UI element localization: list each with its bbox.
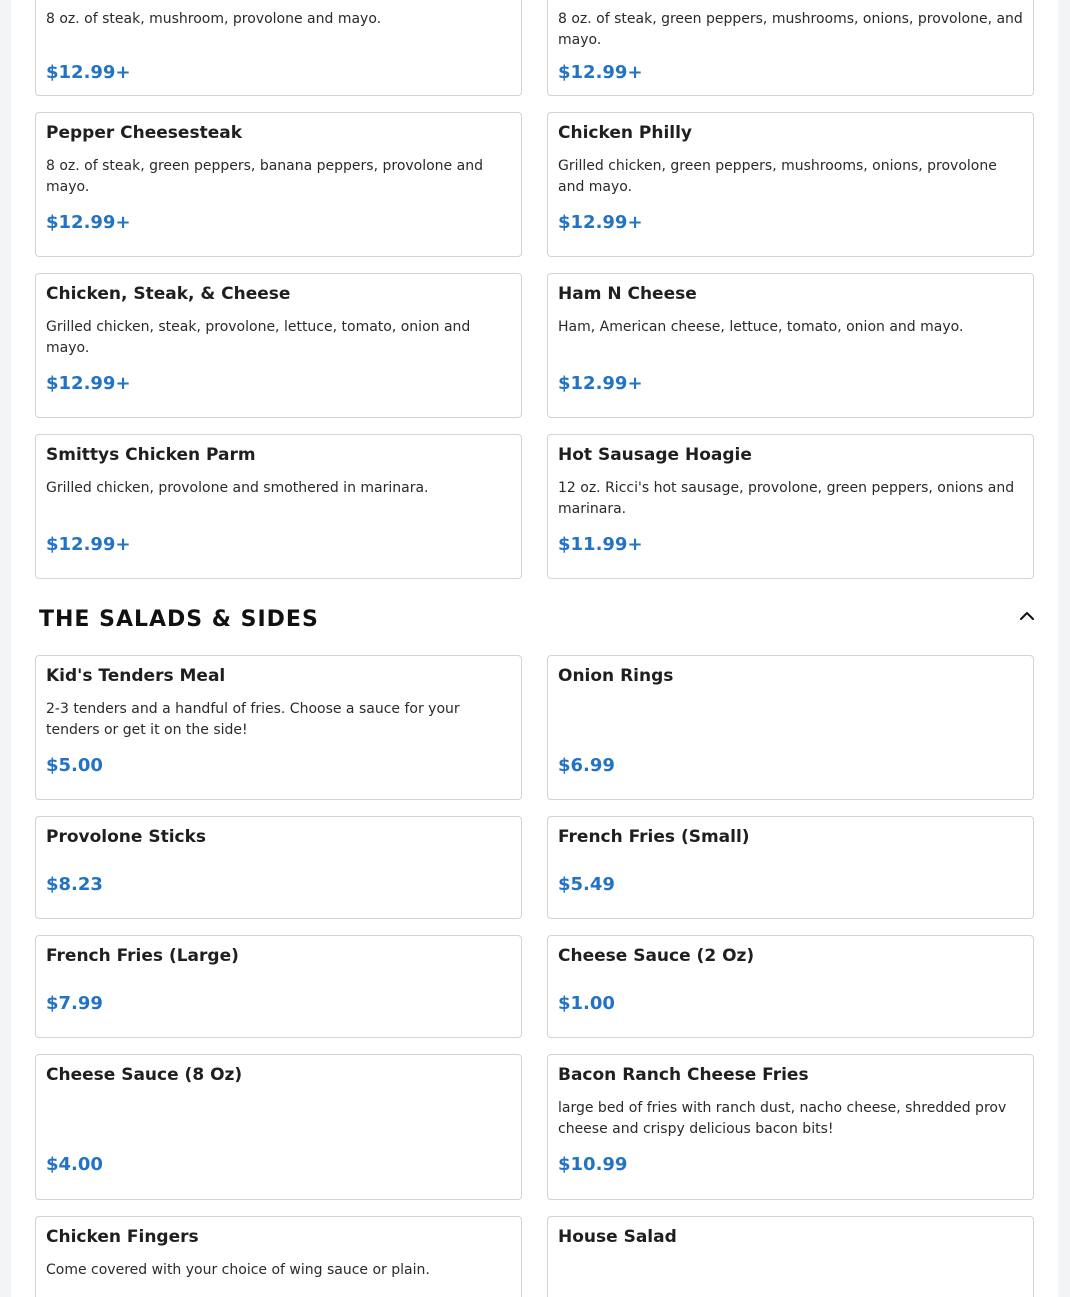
item-price: $12.99+: [46, 62, 131, 83]
item-description: Grilled chicken, provolone and smothered in marinara.: [46, 480, 429, 496]
item-price: $12.99+: [558, 212, 643, 233]
item-name: Onion Rings: [558, 666, 674, 686]
menu-item-card[interactable]: [547, 434, 1034, 579]
item-description: [558, 699, 1023, 741]
item-name: Cheese Sauce (2 Oz): [558, 946, 755, 966]
chevron-up-icon[interactable]: [1015, 604, 1039, 628]
item-name: French Fries (Small): [558, 827, 750, 847]
item-price: $4.00: [46, 1154, 103, 1175]
item-price: $7.99: [46, 993, 103, 1014]
menu-item-card[interactable]: [547, 935, 1034, 1038]
item-description: 12 oz. Ricci's hot sausage, provolone, green peppers, onions and marinara.: [558, 480, 1015, 517]
menu-grid-sandwiches: [35, 112, 1034, 579]
menu-item-card[interactable]: [547, 655, 1034, 800]
item-price: $12.99+: [558, 62, 643, 83]
menu-item-card[interactable]: [35, 1054, 522, 1200]
item-price: $5.00: [46, 755, 103, 776]
item-description: Grilled chicken, green peppers, mushrooms, onions, provolone and mayo.: [558, 158, 997, 195]
item-name: Chicken Fingers: [46, 1227, 199, 1247]
item-description: 8 oz. of steak, mushroom, provolone and mayo.: [46, 11, 382, 27]
item-name: Kid's Tenders Meal: [46, 666, 226, 686]
menu-item-card[interactable]: [547, 273, 1034, 418]
item-name: Hot Sausage Hoagie: [558, 445, 752, 465]
menu-item-card[interactable]: [547, 0, 1034, 96]
menu-item-card[interactable]: [35, 816, 522, 919]
item-name: Chicken, Steak, & Cheese: [46, 284, 291, 304]
menu-item-card[interactable]: [547, 112, 1034, 257]
menu-page: [11, 0, 1058, 1297]
menu-item-card[interactable]: [35, 0, 522, 96]
menu-item-card[interactable]: [35, 434, 522, 579]
item-description: Come covered with your choice of wing sauce or plain.: [46, 1262, 430, 1278]
menu-item-card[interactable]: [547, 816, 1034, 919]
menu-item-card[interactable]: [35, 935, 522, 1038]
menu-item-card[interactable]: [547, 1054, 1034, 1200]
section-header-salads-sides[interactable]: [39, 600, 1039, 640]
item-price: $11.99+: [558, 534, 643, 555]
item-name: French Fries (Large): [46, 946, 239, 966]
item-price: $12.99+: [46, 534, 131, 555]
item-price: $12.99+: [46, 373, 131, 394]
menu-item-card[interactable]: [35, 273, 522, 418]
menu-item-card[interactable]: [547, 1216, 1034, 1297]
item-price: $12.99+: [46, 212, 131, 233]
menu-item-card[interactable]: [35, 112, 522, 257]
item-name: Pepper Cheesesteak: [46, 123, 242, 143]
item-name: Bacon Ranch Cheese Fries: [558, 1065, 809, 1085]
item-description: large bed of fries with ranch dust, nacho cheese, shredded prov cheese and crispy delicious bacon bits!: [558, 1100, 1007, 1137]
item-name: Smittys Chicken Parm: [46, 445, 256, 465]
menu-item-card[interactable]: [35, 1216, 522, 1297]
section-title: THE SALADS & SIDES: [39, 607, 319, 632]
item-price: $8.23: [46, 874, 103, 895]
item-name: Cheese Sauce (8 Oz): [46, 1065, 243, 1085]
item-price: $5.49: [558, 874, 615, 895]
item-name: Ham N Cheese: [558, 284, 697, 304]
item-description: Ham, American cheese, lettuce, tomato, onion and mayo.: [558, 319, 964, 335]
item-description: 2-3 tenders and a handful of fries. Choose a sauce for your tenders or get it on the side!: [46, 701, 460, 738]
menu-grid-sides: [35, 655, 1034, 1297]
menu-grid-top: [35, 0, 1034, 96]
item-description: 8 oz. of steak, green peppers, banana peppers, provolone and mayo.: [46, 158, 483, 195]
item-description: Grilled chicken, steak, provolone, lettuce, tomato, onion and mayo.: [46, 319, 471, 356]
item-price: $1.00: [558, 993, 615, 1014]
item-price: $10.99: [558, 1154, 628, 1175]
item-price: $6.99: [558, 755, 615, 776]
item-price: $12.99+: [558, 373, 643, 394]
menu-item-card[interactable]: [35, 655, 522, 800]
item-name: House Salad: [558, 1227, 677, 1247]
item-name: Provolone Sticks: [46, 827, 207, 847]
item-name: Chicken Philly: [558, 123, 693, 143]
item-description: 8 oz. of steak, green peppers, mushrooms, onions, provolone, and mayo.: [558, 11, 1023, 48]
